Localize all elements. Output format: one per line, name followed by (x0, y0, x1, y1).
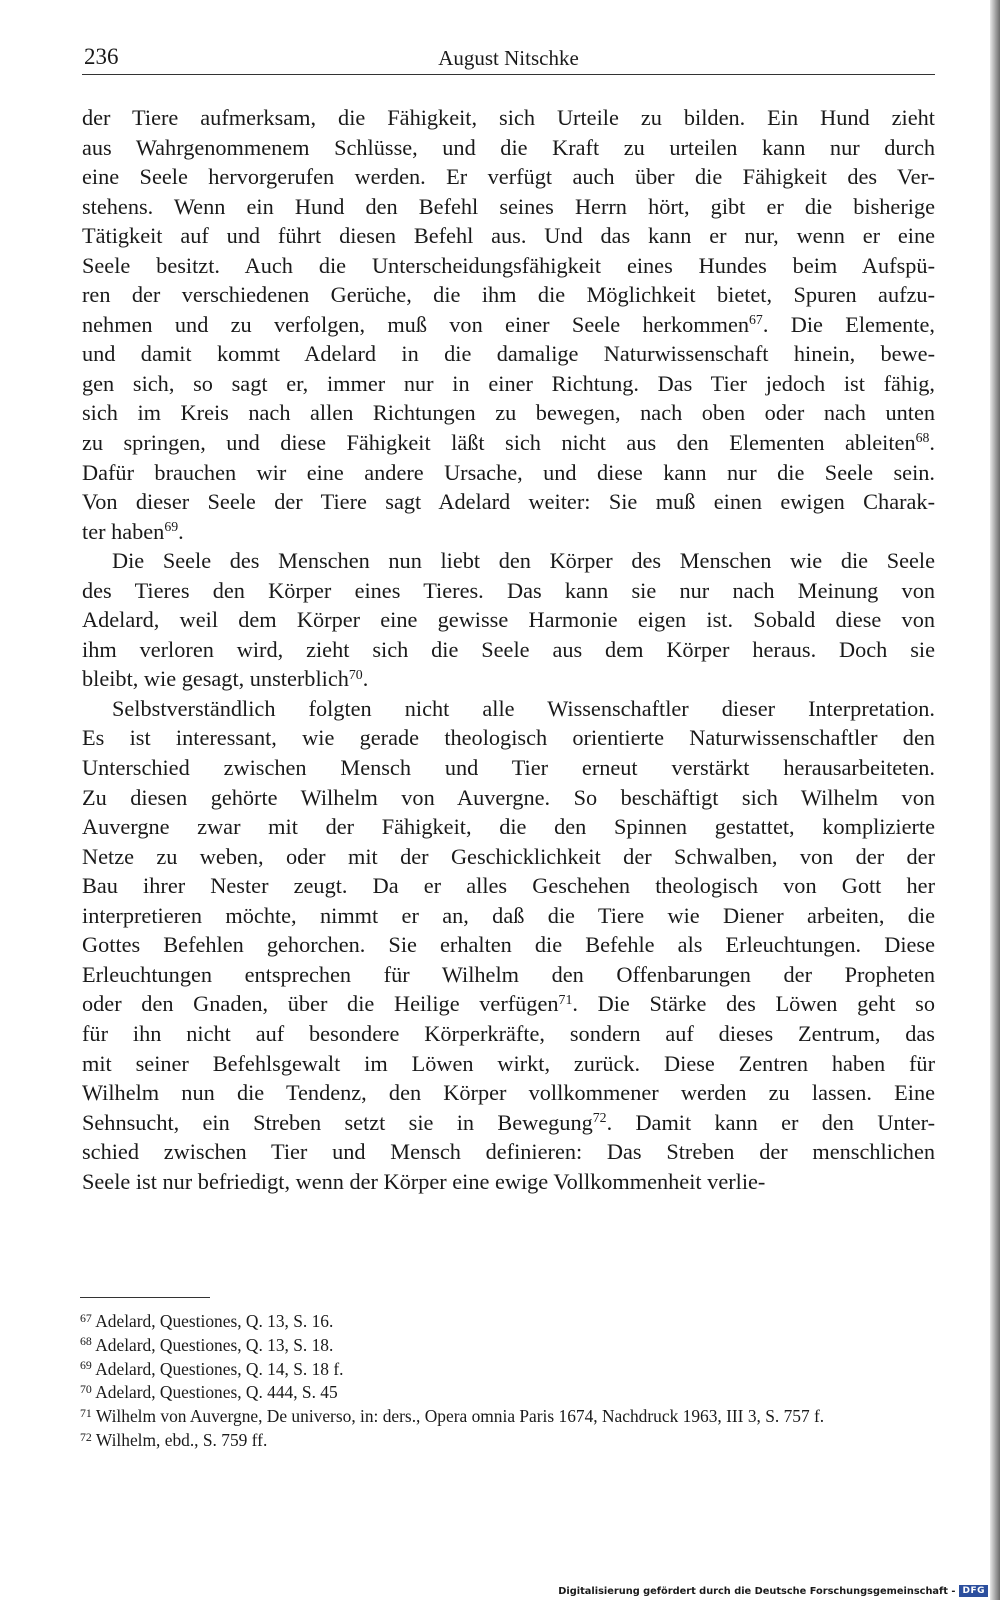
text-line: Tätigkeit auf und führt diesen Befehl aus. Und das kann er nur, wenn er eine (82, 223, 935, 249)
footnote-reference: 67 (749, 312, 763, 328)
text-line: Es ist interessant, wie gerade theologisch orientierte Naturwissenschaftler den (82, 725, 935, 751)
running-title: August Nitschke (438, 46, 579, 70)
page-header (82, 40, 935, 75)
footnote-reference: 72 (592, 1110, 607, 1125)
footnote (80, 1429, 935, 1453)
body-paragraph (82, 103, 935, 546)
text-line: nehmen und zu verfolgen, muß von einer Seele herkommen$^{67}$. Die Elemente, (82, 311, 935, 337)
text-line: Unterschied zwischen Mensch und Tier erneut verstärkt herausarbeiteten. (82, 755, 935, 781)
footnote-text: Adelard, Questiones, Q. 444, S. 45 (95, 1382, 338, 1403)
digitization-credit (558, 1584, 988, 1598)
footnote-number: 71 (80, 1405, 92, 1420)
text-line: interpretieren möchte, nimmt er an, daß die Tiere wie Diener arbeiten, die (82, 902, 935, 928)
body-paragraph (82, 694, 935, 1196)
text-line: zu springen, und diese Fähigkeit läßt sich nicht aus den Elementen ableiten$^{68}$. (82, 430, 935, 456)
body-text (82, 103, 935, 1196)
footnote-text: Adelard, Questiones, Q. 14, S. 18 f. (95, 1358, 344, 1379)
footnote-text: Wilhelm, ebd., S. 759 ff. (95, 1429, 268, 1450)
text-line: ren der verschiedenen Gerüche, die ihm die Möglichkeit bietet, Spuren aufzu- (82, 282, 935, 308)
footnote (80, 1334, 935, 1358)
text-line: Von dieser Seele der Tiere sagt Adelard weiter: Sie muß einen ewigen Charak- (82, 489, 935, 515)
text-line: gen sich, so sagt er, immer nur in einer Richtung. Das Tier jedoch ist fähig, (82, 370, 935, 396)
text-line: des Tieres den Körper eines Tieres. Das kann sie nur nach Meinung von (82, 577, 935, 603)
footnote-reference: 68 (915, 430, 930, 446)
footnote (80, 1405, 935, 1429)
text-line: Dafür brauchen wir eine andere Ursache, und diese kann nur die Seele sein. (82, 459, 935, 485)
text-line: Netze zu weben, oder mit der Geschicklichkeit der Schwalben, von der der (82, 843, 935, 869)
text-line: für ihn nicht auf besondere Körperkräfte, sondern auf dieses Zentrum, das (82, 1020, 935, 1046)
text-line: aus Wahrgenommenem Schlüsse, und die Kraft zu urteilen kann nur durch (82, 134, 935, 160)
footnote-reference: 70 (348, 666, 363, 682)
text-line: Erleuchtungen entsprechen für Wilhelm den Offenbarungen der Propheten (82, 961, 935, 987)
text-line: sich im Kreis nach allen Richtungen zu bewegen, nach oben oder nach unten (82, 400, 935, 426)
text-line: und damit kommt Adelard in die damalige Naturwissenschaft hinein, bewe- (82, 341, 935, 367)
footnote-text: Adelard, Questiones, Q. 13, S. 18. (95, 1334, 334, 1355)
text-line: stehens. Wenn ein Hund den Befehl seines Herrn hört, gibt er die bisherige (82, 193, 935, 219)
credit-text: Digitalisierung gefördert durch die Deutsche Forschungsgemeinschaft - (558, 1585, 956, 1597)
footnote-number: 69 (80, 1358, 92, 1373)
text-line: Wilhelm nun die Tendenz, den Körper vollkommener werden zu lassen. Eine (82, 1080, 935, 1106)
text-line: schied zwischen Tier und Mensch definieren: Das Streben der menschlichen (82, 1139, 935, 1165)
footnotes (80, 1310, 935, 1453)
text-line: Seele ist nur befriedigt, wenn der Körper eine ewige Vollkommenheit verlie- (82, 1168, 766, 1194)
text-line: Zu diesen gehörte Wilhelm von Auvergne. So beschäftigt sich Wilhelm von (82, 784, 935, 810)
body-paragraph (82, 546, 935, 694)
page-number: 236 (84, 44, 119, 69)
dfg-logo: DFG (959, 1585, 988, 1597)
footnote-number: 67 (80, 1310, 92, 1325)
text-line: ter haben$^{69}$. (82, 518, 184, 544)
footnote (80, 1358, 935, 1382)
text-line: Gottes Befehlen gehorchen. Sie erhalten die Befehle als Erleuchtungen. Diese (82, 932, 935, 958)
footnote-reference: 71 (558, 991, 573, 1007)
footnote-text: Wilhelm von Auvergne, De universo, in: ders., Opera omnia Paris 1674, Nachdruck 1963, III 3, S. 757 f. (95, 1406, 825, 1427)
text-line: oder den Gnaden, über die Heilige verfügen$^{71}$. Die Stärke des Löwen geht so (82, 991, 935, 1017)
text-line: Adelard, weil dem Körper eine gewisse Harmonie eigen ist. Sobald diese von (82, 607, 935, 633)
text-line: der Tiere aufmerksam, die Fähigkeit, sich Urteile zu bilden. Ein Hund zieht (82, 105, 935, 130)
text-line: Sehnsucht, ein Streben setzt sie in Bewegung$^{72}$. Damit kann er den Unter- (82, 1109, 935, 1135)
footnote-number: 72 (80, 1429, 92, 1444)
footnote-text: Adelard, Questiones, Q. 13, S. 16. (95, 1311, 334, 1331)
text-line: Bau ihrer Nester zeugt. Da er alles Geschehen theologisch von Gott her (82, 873, 935, 899)
text-line: mit seiner Befehlsgewalt im Löwen wirkt, zurück. Diese Zentren haben für (82, 1050, 935, 1076)
footnote-reference: 69 (164, 519, 179, 535)
text-line: eine Seele hervorgerufen werden. Er verfügt auch über die Fähigkeit des Ver- (82, 164, 935, 190)
footnote-separator (80, 1297, 210, 1298)
text-line: Die Seele des Menschen nun liebt den Körper des Menschen wie die Seele (112, 548, 935, 574)
text-line: Seele besitzt. Auch die Unterscheidungsfähigkeit eines Hundes beim Aufspü- (82, 252, 935, 278)
text-line: ihm verloren wird, zieht sich die Seele aus dem Körper heraus. Doch sie (82, 636, 935, 662)
footnote-number: 70 (80, 1382, 92, 1397)
text-line: bleibt, wie gesagt, unsterblich$^{70}$. (82, 666, 369, 692)
footnote (80, 1381, 935, 1405)
text-line: Auvergne zwar mit der Fähigkeit, die den Spinnen gestattet, komplizierte (82, 814, 935, 840)
text-line: Selbstverständlich folgten nicht alle Wissenschaftler dieser Interpretation. (112, 695, 935, 721)
page-edge-shadow (990, 0, 1000, 1600)
footnote-number: 68 (80, 1334, 92, 1349)
footnote (80, 1310, 935, 1334)
